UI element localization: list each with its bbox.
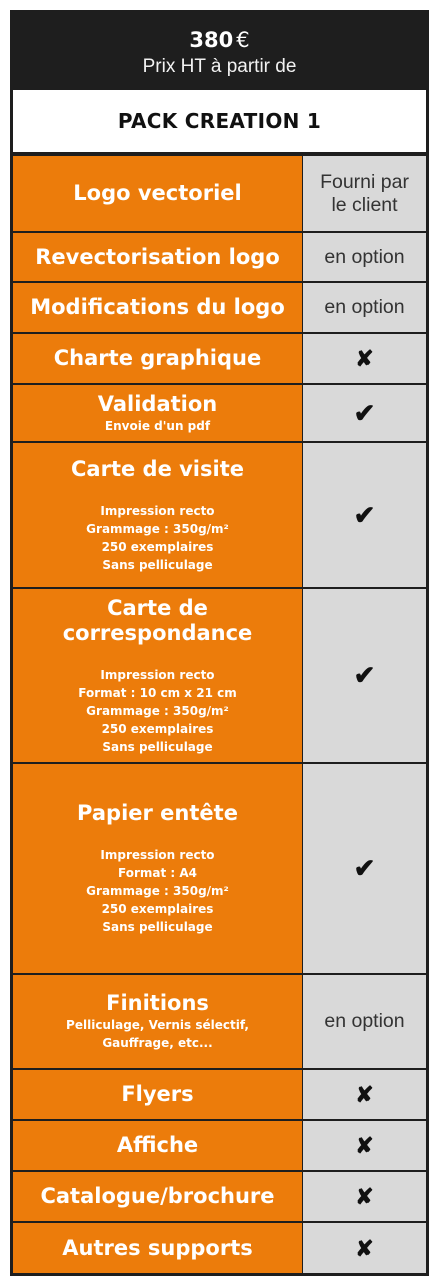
feature-detail: Impression recto xyxy=(100,848,215,862)
check-icon: ✔ xyxy=(353,499,376,530)
feature-detail: Format : 10 cm x 21 cm xyxy=(78,685,237,700)
feature-label-cell xyxy=(13,385,302,441)
feature-detail: Grammage : 350g/m² xyxy=(86,521,229,536)
feature-row xyxy=(13,283,426,332)
feature-value-cell xyxy=(303,764,426,973)
feature-row xyxy=(13,1121,426,1170)
feature-label-cell xyxy=(13,1070,302,1119)
feature-row xyxy=(13,156,426,231)
feature-value-cell xyxy=(303,1223,426,1273)
price-amount: 380 xyxy=(189,28,234,52)
feature-detail: Impression recto xyxy=(100,667,215,682)
cross-icon: ✘ xyxy=(355,1082,374,1107)
feature-value-text: le client xyxy=(331,193,398,216)
feature-title: Finitions xyxy=(106,991,209,1015)
check-icon: ✔ xyxy=(353,660,376,690)
feature-value-text: Fourni par xyxy=(320,170,409,193)
feature-value-cell xyxy=(303,443,426,587)
feature-title: Papier entête xyxy=(77,801,238,825)
feature-label-cell xyxy=(13,589,302,762)
feature-title: Validation xyxy=(97,391,218,416)
feature-detail: Sans pelliculage xyxy=(102,739,213,754)
price-header xyxy=(10,10,429,88)
feature-title: Catalogue/brochure xyxy=(40,1184,275,1208)
feature-row xyxy=(13,385,426,441)
price xyxy=(10,28,429,52)
feature-label-cell xyxy=(13,233,302,281)
feature-value-cell xyxy=(303,283,426,332)
feature-value-text: en option xyxy=(324,1010,405,1032)
cross-icon: ✘ xyxy=(355,1184,374,1209)
feature-detail: Grammage : 350g/m² xyxy=(86,703,229,718)
feature-row xyxy=(13,1223,426,1273)
price-caption: Prix HT à partir de xyxy=(142,56,297,77)
feature-value-cell xyxy=(303,1070,426,1119)
check-icon: ✔ xyxy=(353,397,376,428)
feature-row xyxy=(13,589,426,762)
price-currency: € xyxy=(236,28,250,52)
feature-title: Logo vectoriel xyxy=(73,181,242,205)
feature-title: Autres supports xyxy=(62,1235,253,1260)
feature-value-cell xyxy=(303,233,426,281)
pricing-card xyxy=(10,10,429,1276)
feature-title: Flyers xyxy=(121,1082,194,1106)
feature-detail: 250 exemplaires xyxy=(101,902,214,916)
feature-row xyxy=(13,975,426,1068)
feature-value-cell xyxy=(303,156,426,231)
feature-title: Carte de visite xyxy=(71,456,244,481)
feature-value-cell xyxy=(303,1121,426,1170)
feature-title: Affiche xyxy=(116,1133,199,1157)
feature-title: Revectorisation logo xyxy=(35,244,280,269)
feature-label-cell xyxy=(13,283,302,332)
feature-title: Modifications du logo xyxy=(30,295,285,319)
feature-detail: Grammage : 350g/m² xyxy=(86,884,229,898)
feature-value-cell xyxy=(303,975,426,1068)
feature-title: correspondance xyxy=(62,620,253,645)
feature-row xyxy=(13,233,426,281)
feature-row xyxy=(13,334,426,383)
feature-value-text: en option xyxy=(324,296,405,318)
feature-detail: Gauffrage, etc... xyxy=(102,1036,213,1050)
feature-label-cell xyxy=(13,764,302,973)
feature-label-cell xyxy=(13,975,302,1068)
feature-row xyxy=(13,1070,426,1119)
feature-label-cell xyxy=(13,334,302,383)
check-icon: ✔ xyxy=(353,853,376,883)
feature-value-cell xyxy=(303,589,426,762)
feature-detail: 250 exemplaires xyxy=(101,721,214,736)
feature-detail: Sans pelliculage xyxy=(102,557,213,572)
feature-detail: Envoie d'un pdf xyxy=(104,418,211,433)
feature-detail: Impression recto xyxy=(100,503,215,518)
cross-icon: ✘ xyxy=(355,1133,374,1158)
feature-value-cell xyxy=(303,334,426,383)
feature-title: Carte de xyxy=(107,595,208,620)
feature-row xyxy=(13,1172,426,1221)
feature-label-cell xyxy=(13,156,302,231)
feature-row xyxy=(13,443,426,587)
feature-label-cell xyxy=(13,1121,302,1170)
feature-detail: Pelliculage, Vernis sélectif, xyxy=(66,1018,249,1032)
feature-value-cell xyxy=(303,385,426,441)
cross-icon: ✘ xyxy=(355,346,374,371)
feature-value-text: en option xyxy=(324,245,405,268)
feature-label-cell xyxy=(13,443,302,587)
feature-label-cell xyxy=(13,1223,302,1273)
feature-title: Charte graphique xyxy=(53,346,262,370)
cross-icon: ✘ xyxy=(355,1235,374,1261)
feature-detail: Format : A4 xyxy=(117,866,197,880)
feature-label-cell xyxy=(13,1172,302,1221)
feature-detail: Sans pelliculage xyxy=(102,920,213,934)
feature-value-cell xyxy=(303,1172,426,1221)
feature-detail: 250 exemplaires xyxy=(101,539,214,554)
feature-row xyxy=(13,764,426,973)
pack-title: PACK CREATION 1 xyxy=(13,90,426,152)
